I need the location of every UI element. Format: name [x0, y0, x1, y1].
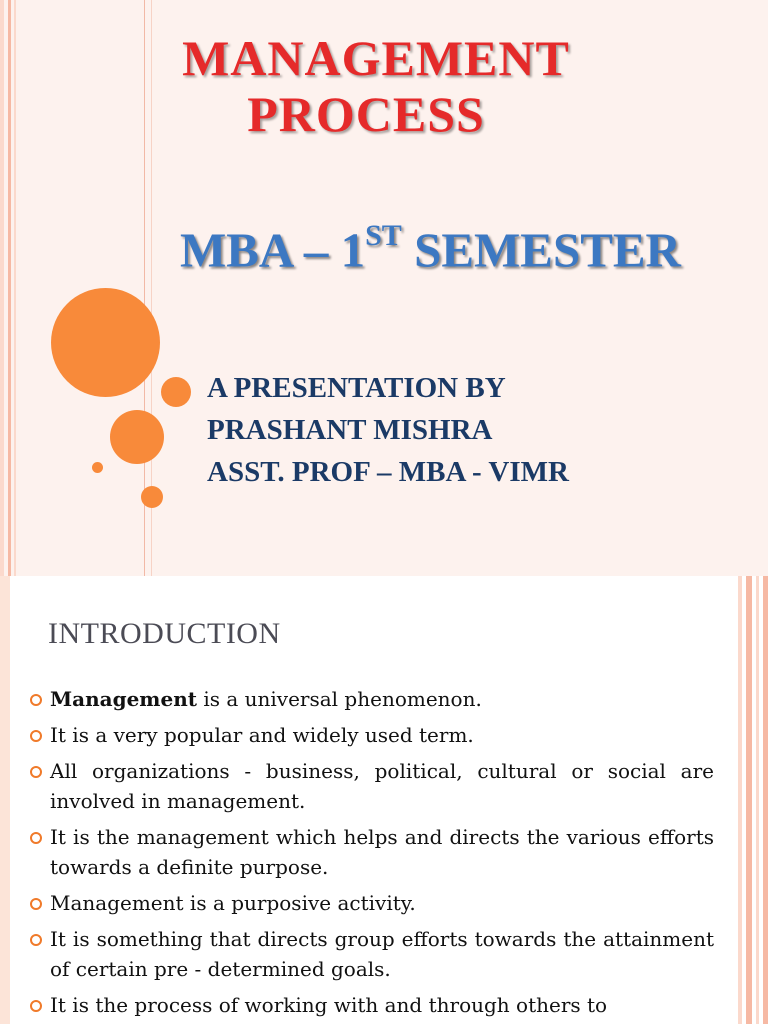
decor-circle-small	[161, 377, 191, 407]
bullet-text: All organizations - business, political, cultural or social are involved in management.	[50, 759, 714, 813]
decor-stripe	[746, 576, 752, 1024]
presenter-info	[207, 367, 569, 493]
slide-introduction	[0, 576, 768, 1024]
decor-stripe	[763, 576, 768, 1024]
bullet-text: It is the process of working with and through others to	[50, 993, 608, 1017]
semester-subtitle	[180, 210, 681, 280]
circle-bullet-icon	[30, 832, 42, 844]
presenter-line: ASST. PROF – MBA - VIMR	[207, 456, 569, 488]
presenter-line: A PRESENTATION BY	[207, 372, 506, 404]
circle-bullet-icon	[30, 694, 42, 706]
subtitle-superscript: ST	[365, 219, 402, 252]
circle-bullet-icon	[30, 766, 42, 778]
bullet-text: Management is a purposive activity.	[50, 891, 416, 915]
bullet-list	[30, 684, 714, 1024]
title-line-2: PROCESS	[247, 86, 485, 142]
bullet-text: It is something that directs group efforts towards the attainment of certain pre - determined goals.	[50, 927, 714, 981]
list-item	[30, 720, 714, 750]
decor-stripe	[0, 576, 10, 1024]
subtitle-suffix: SEMESTER	[401, 222, 681, 278]
circle-bullet-icon	[30, 730, 42, 742]
decor-circle-large	[51, 288, 160, 397]
title-line-1: MANAGEMENT	[182, 30, 570, 86]
list-item	[30, 822, 714, 882]
circle-bullet-icon	[30, 1000, 42, 1012]
slide-title-text	[0, 30, 768, 142]
decor-circle-small	[141, 486, 163, 508]
list-item	[30, 924, 714, 984]
list-item	[30, 684, 714, 714]
bullet-text: It is a very popular and widely used term.	[50, 723, 474, 747]
decor-stripe	[738, 576, 742, 1024]
list-item	[30, 756, 714, 816]
bullet-text: is a universal phenomenon.	[196, 687, 482, 711]
bullet-text: It is the management which helps and directs the various efforts towards a definite purpose.	[50, 825, 714, 879]
decor-circle-medium	[110, 410, 164, 464]
list-item	[30, 990, 714, 1020]
decor-circle-tiny	[92, 462, 103, 473]
circle-bullet-icon	[30, 898, 42, 910]
subtitle-prefix: MBA – 1	[180, 222, 366, 278]
list-item	[30, 888, 714, 918]
presenter-line: PRASHANT MISHRA	[207, 414, 493, 446]
bullet-bold: Management	[50, 687, 197, 711]
section-heading: INTRODUCTION	[48, 617, 281, 650]
decor-stripe	[756, 576, 759, 1024]
circle-bullet-icon	[30, 934, 42, 946]
